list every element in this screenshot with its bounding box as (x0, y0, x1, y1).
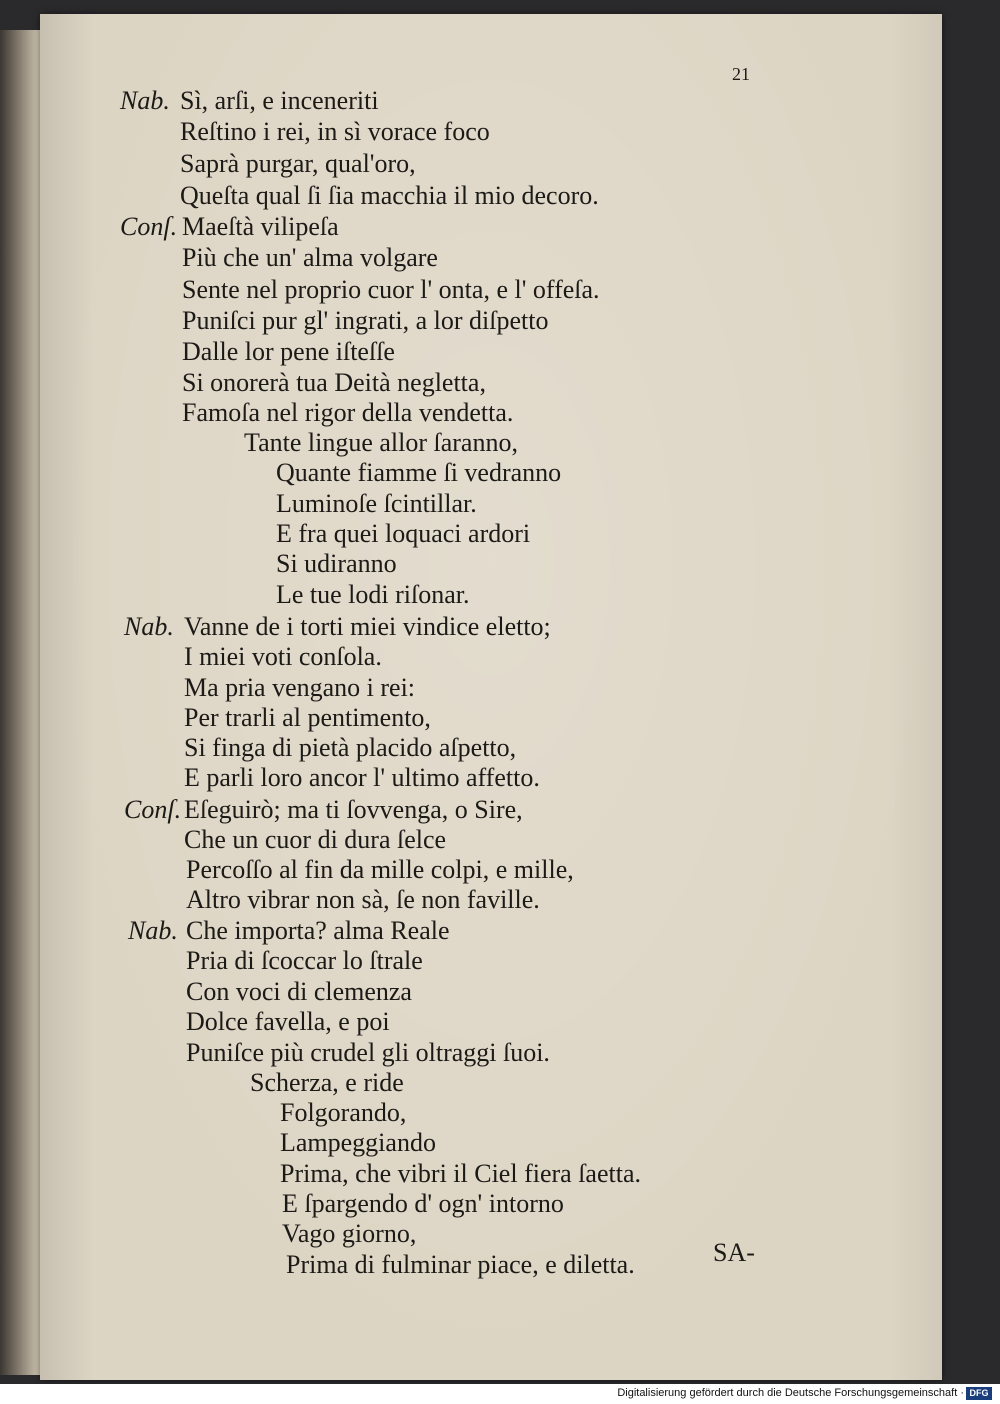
verse-line: Sente nel proprio cuor l' onta, e l' offeſa. (182, 275, 600, 304)
verse-line: Che un cuor di dura ſelce (184, 825, 447, 854)
verse-line: Percoſſo al fin da mille colpi, e mille, (186, 855, 574, 884)
speaker-label: Conſ. (124, 795, 182, 824)
speaker-label: Nab. (120, 86, 170, 115)
verse-line: Per trarli al pentimento, (184, 703, 431, 732)
speaker-label: Conſ. (120, 212, 178, 241)
page-number: 21 (732, 64, 750, 84)
verse-line: Vago giorno, (282, 1219, 417, 1248)
verse-line: Scherza, e ride (250, 1068, 404, 1097)
verse-line: Luminoſe ſcintillar. (276, 489, 477, 518)
verse-line: Si finga di pietà placido aſpetto, (184, 733, 517, 762)
book-gutter (0, 30, 40, 1375)
dfg-logo: DFG (966, 1387, 992, 1400)
verse-line: Folgorando, (280, 1098, 407, 1127)
verse-line: Vanne de i torti miei vindice eletto; (184, 612, 551, 641)
verse-line: E parli loro ancor l' ultimo affetto. (184, 763, 540, 792)
footer-credit: Digitalisierung gefördert durch die Deutsche Forschungsgemeinschaft · (617, 1387, 964, 1399)
verse-line: Famoſa nel rigor della vendetta. (182, 398, 514, 427)
catchword: SA- (713, 1238, 755, 1267)
verse-line: Dolce favella, e poi (186, 1007, 390, 1036)
verse-line: Puniſce più crudel gli oltraggi ſuoi. (186, 1038, 550, 1067)
verse-line: Più che un' alma volgare (182, 243, 438, 272)
verse-line: Dalle lor pene iſteſſe (182, 337, 395, 366)
verse-line: Puniſci pur gl' ingrati, a lor diſpetto (182, 306, 549, 335)
speaker-label: Nab. (128, 916, 178, 945)
verse-line: Tante lingue allor ſaranno, (244, 428, 518, 457)
verse-line: Prima, che vibri il Ciel fiera ſaetta. (280, 1159, 641, 1188)
verse-line: E fra quei loquaci ardori (276, 519, 531, 548)
verse-line: I miei voti conſola. (184, 642, 382, 671)
verse-line: Prima di fulminar piace, e diletta. (286, 1250, 635, 1279)
verse-line: Le tue lodi riſonar. (276, 580, 470, 609)
verse-line: Reſtino i rei, in sì vorace foco (180, 117, 490, 146)
verse-line: Si onorerà tua Deità negletta, (182, 368, 486, 397)
verse-line: Si udiranno (276, 549, 397, 578)
speaker-label: Nab. (124, 612, 174, 641)
verse-line: Maeſtà vilipeſa (182, 212, 339, 241)
verse-line: E ſpargendo d' ogn' intorno (282, 1189, 564, 1218)
verse-line: Pria di ſcoccar lo ſtrale (186, 946, 423, 975)
verse-line: Queſta qual ſi ſia macchia il mio decoro. (180, 181, 599, 210)
verse-line: Ma pria vengano i rei: (184, 673, 416, 702)
verse-line: Eſeguirò; ma ti ſovvenga, o Sire, (184, 795, 523, 824)
verse-line: Altro vibrar non sà, ſe non faville. (186, 885, 540, 914)
verse-line: Quante fiamme ſi vedranno (276, 458, 562, 487)
verse-line: Sì, arſi, e inceneriti (180, 86, 379, 115)
verse-line: Lampeggiando (280, 1128, 436, 1157)
verse-line: Che importa? alma Reale (186, 916, 450, 945)
verse-line: Saprà purgar, qual'oro, (180, 149, 416, 178)
verse-line: Con voci di clemenza (186, 977, 412, 1006)
